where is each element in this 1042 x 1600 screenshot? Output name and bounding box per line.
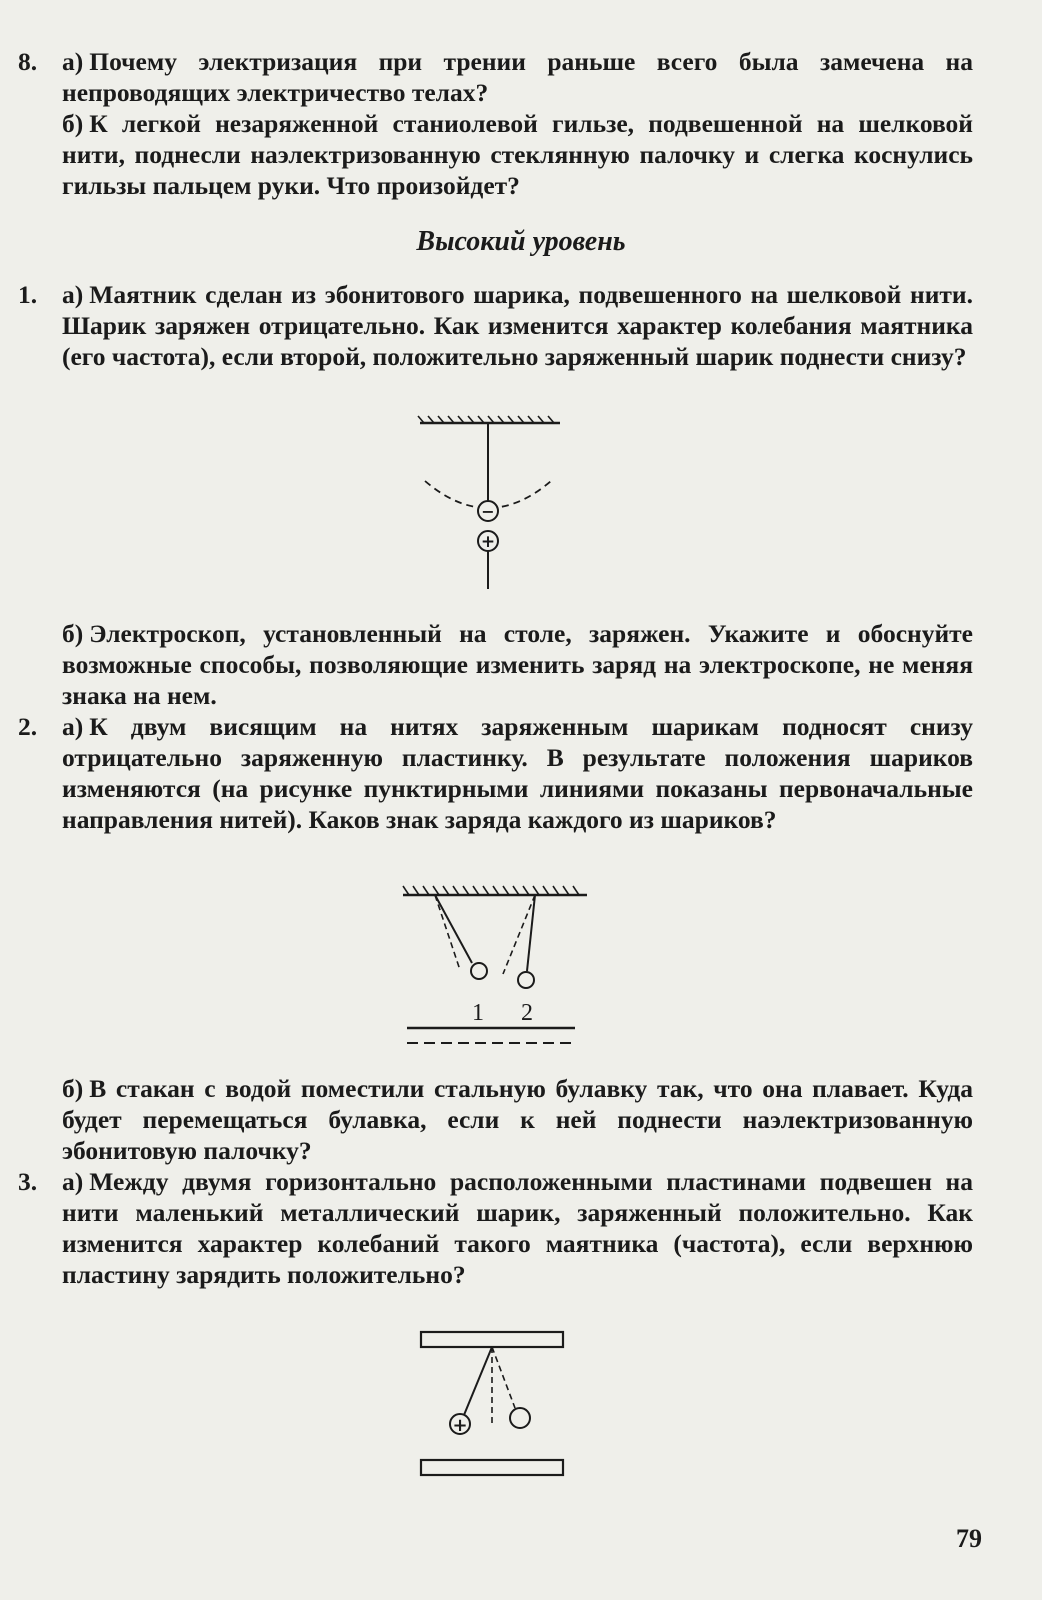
figure-two-hanging-balls (395, 880, 595, 1070)
part-label: а) (62, 280, 84, 309)
part-text: Почему электризация при трении раньше всего была замечена на непроводящих электричество телах? (62, 47, 973, 107)
question-number: 8. (18, 47, 38, 76)
part-text: К двум висящим на нитях заряженным шарикам подносят снизу отрицательно заряженную пластинку. В результате положения шариков изменяются (на рисунке пунктирными линиями показаны первоначальные направления нитей). Каков знак заряда каждого из шариков? (62, 712, 973, 834)
question-3-part-a (62, 1166, 973, 1290)
part-text: Электроскоп, установленный на столе, заряжен. Укажите и обоснуйте возможные способы, позволяющие изменить заряд на электроскопе, не меняя знака на нем. (62, 619, 973, 710)
figure-pendulum-charged-balls (410, 415, 590, 595)
question-1-part-a (62, 279, 973, 372)
question-2 (18, 711, 973, 835)
question-2-continued (18, 1073, 973, 1166)
ball-label-1: 1 (472, 1000, 484, 1026)
question-1-continued (18, 618, 973, 711)
page-number: 79 (956, 1524, 982, 1553)
part-label: а) (62, 47, 84, 76)
part-label: б) (62, 109, 84, 138)
part-label: а) (62, 1167, 84, 1196)
part-label: б) (62, 619, 84, 648)
question-1 (18, 279, 973, 372)
question-8-part-a (62, 46, 973, 108)
question-3 (18, 1166, 973, 1290)
positive-charge-sign: + (480, 532, 496, 552)
figure-pendulum-between-plates (415, 1328, 575, 1488)
part-text: К легкой незаряженной станиолевой гильзе, подвешенной на шелковой нити, поднесли наэлектризованную стеклянную палочку и слегка коснулись гильзы пальцем руки. Что произойдет? (62, 109, 973, 200)
part-text: В стакан с водой поместили стальную булавку так, что она плавает. Куда будет перемещаться булавка, если к ней поднести наэлектризованную эбонитовую палочку? (62, 1074, 973, 1165)
question-number: 1. (18, 280, 38, 309)
question-2-part-b (62, 1073, 973, 1166)
part-label: а) (62, 712, 84, 741)
question-2-part-a (62, 711, 973, 835)
part-text: Маятник сделан из эбонитового шарика, подвешенного на шелковой нити. Шарик заряжен отрицательно. Как изменится характер колебания маятника (его частота), если второй, положительно заряженный шарик поднести снизу? (62, 280, 973, 371)
part-label: б) (62, 1074, 84, 1103)
ball-label-2: 2 (521, 1000, 533, 1026)
question-8-part-b (62, 108, 973, 201)
part-text: Между двумя горизонтально расположенными пластинами подвешен на нити маленький металлический шарик, заряженный положительно. Как изменится характер колебаний такого маятника (частота), если верхнюю пластину зарядить положительно? (62, 1167, 973, 1289)
section-title: Высокий уровень (416, 226, 626, 257)
question-number: 2. (18, 712, 38, 741)
question-1-part-b (62, 618, 973, 711)
positive-charge-sign: + (452, 1415, 468, 1436)
question-8 (18, 46, 973, 201)
negative-charge-sign: − (481, 502, 495, 521)
question-number: 3. (18, 1167, 38, 1196)
